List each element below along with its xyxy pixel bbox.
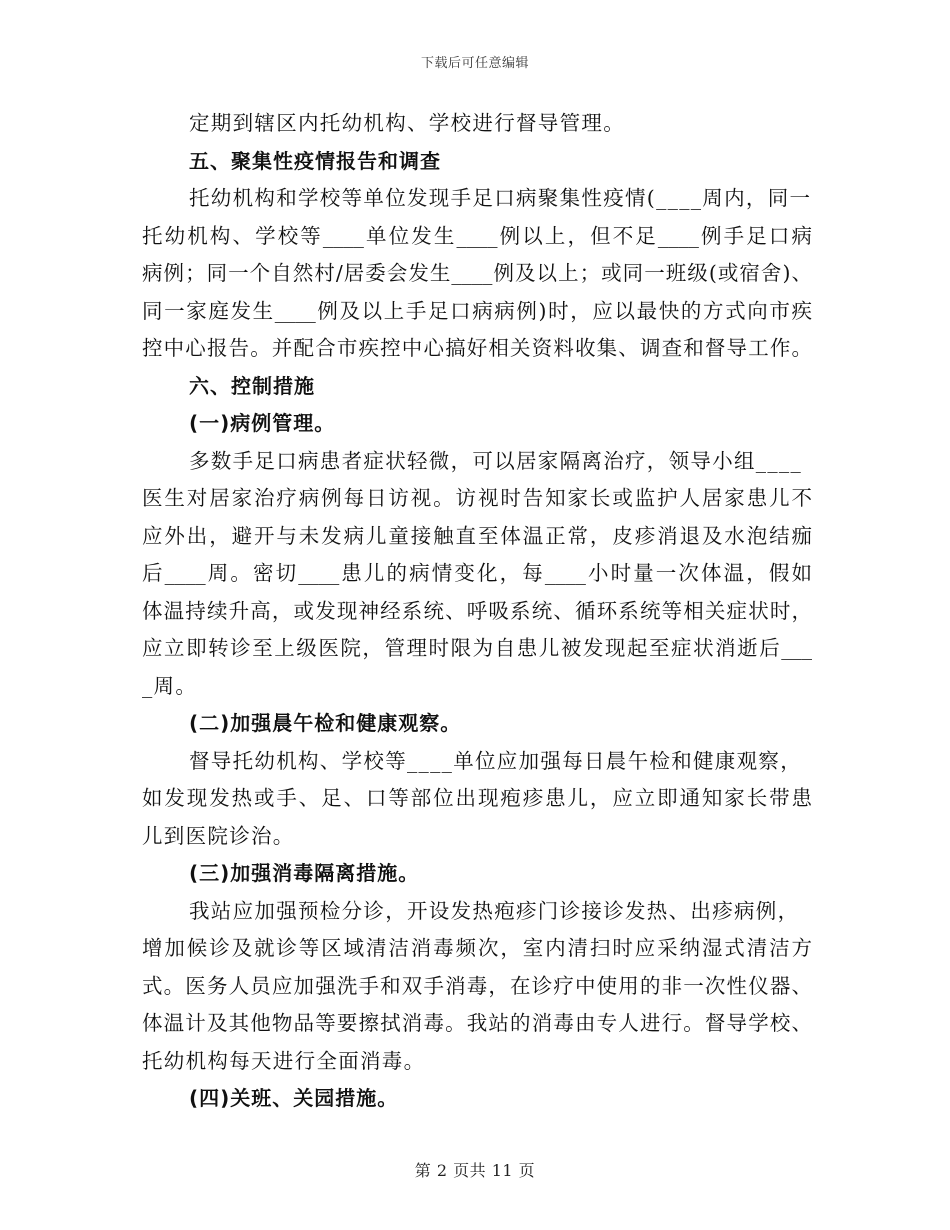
subsection-heading-2: (二)加强晨午检和健康观察。	[189, 711, 462, 735]
paragraph-line: 式。医务人员应加强洗手和双手消毒，在诊疗中使用的非一次性仪器、	[142, 973, 812, 998]
paragraph-line: 我站应加强预检分诊，开设发热疱疹门诊接诊发热、出疹病例，	[189, 898, 800, 923]
paragraph-line: 多数手足口病患者症状轻微，可以居家隔离治疗，领导小组____	[189, 448, 802, 473]
paragraph-line: 体温计及其他物品等要擦拭消毒。我站的消毒由专人进行。督导学校、	[142, 1011, 812, 1035]
paragraph-line: _周。	[142, 673, 198, 698]
paragraph-line: 医生对居家治疗病例每日访视。访视时告知家长或监护人居家患儿不	[142, 486, 812, 510]
paragraph-line: 托幼机构、学校等____单位发生____例以上，但不足____例手足口病	[142, 223, 812, 248]
subsection-heading-3: (三)加强消毒隔离措施。	[189, 861, 420, 885]
paragraph-line: 控中心报告。并配合市疾控中心搞好相关资料收集、调查和督导工作。	[142, 336, 812, 360]
document-body	[142, 105, 812, 1118]
section-heading-5: 五、聚集性疫情报告和调查	[189, 148, 441, 173]
paragraph-line: 增加候诊及就诊等区域清洁消毒频次，室内清扫时应采纳湿式清洁方	[142, 936, 812, 960]
page-number: 第 2 页共 11 页	[414, 1161, 536, 1180]
paragraph-line: 托幼机构每天进行全面消毒。	[142, 1048, 426, 1073]
paragraph-line: 病例；同一个自然村/居委会发生____例及以上；或同一班级(或宿舍)、	[142, 261, 812, 285]
paragraph-line: 定期到辖区内托幼机构、学校进行督导管理。	[189, 111, 625, 135]
paragraph-line: 托幼机构和学校等单位发现手足口病聚集性疫情(____周内，同一	[189, 186, 812, 210]
paragraph-line: 应外出，避开与未发病儿童接触直至体温正常，皮疹消退及水泡结痂	[142, 523, 812, 548]
paragraph-line: 后____周。密切____患儿的病情变化，每____小时量一次体温，假如	[142, 561, 812, 585]
subsection-heading-4: (四)关班、关园措施。	[189, 1086, 399, 1110]
subsection-heading-1: (一)病例管理。	[189, 411, 336, 435]
paragraph-line: 同一家庭发生____例及以上手足口病病例)时，应以最快的方式向市疾	[142, 298, 812, 323]
paragraph-line: 应立即转诊至上级医院，管理时限为自患儿被发现起至症状消逝后___	[142, 636, 812, 660]
section-heading-6: 六、控制措施	[189, 373, 315, 398]
paragraph-line: 督导托幼机构、学校等____单位应加强每日晨午检和健康观察，	[189, 748, 802, 773]
page-header: 下载后可任意编辑	[420, 56, 529, 71]
paragraph-line: 体温持续升高，或发现神经系统、呼吸系统、循环系统等相关症状时，	[142, 598, 812, 623]
paragraph-line: 儿到医院诊治。	[142, 823, 295, 848]
paragraph-line: 如发现发热或手、足、口等部位出现疱疹患儿，应立即通知家长带患	[142, 786, 812, 810]
